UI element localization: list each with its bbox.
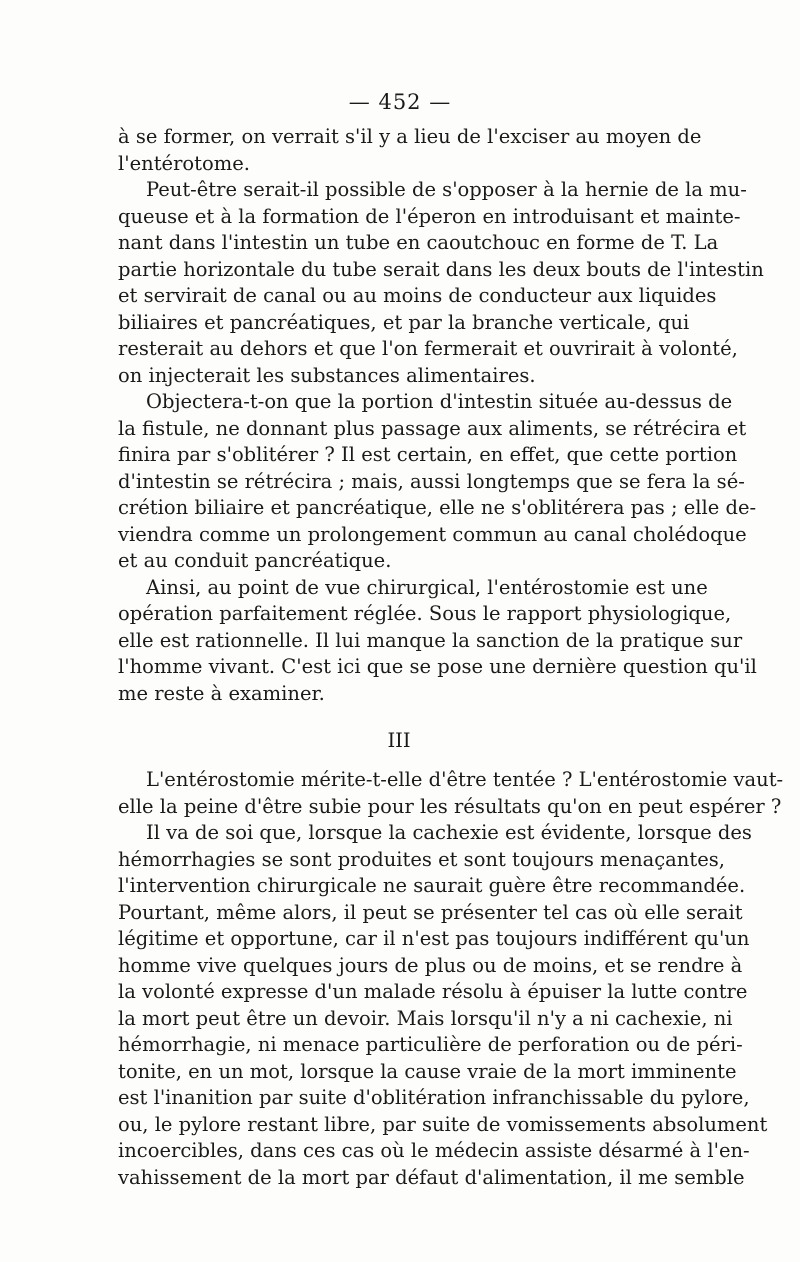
text-line: queuse et à la formation de l'éperon en introduisant et mainte- xyxy=(118,204,741,228)
text-line: Pourtant, même alors, il peut se présenter tel cas où elle serait xyxy=(118,900,743,924)
text-line: finira par s'oblitérer ? Il est certain, en effet, que cette portion xyxy=(118,443,738,466)
text-line: à se former, on verrait s'il y a lieu de l'exciser au moyen de xyxy=(118,125,702,148)
text-line: et au conduit pancréatique. xyxy=(118,549,392,572)
text-line: opération parfaitement réglée. Sous le rapport physiologique, xyxy=(118,602,732,625)
text-line: Il va de soi que, lorsque la cachexie est évidente, lorsque des xyxy=(146,821,752,844)
text-line: partie horizontale du tube serait dans les deux bouts de l'intestin xyxy=(118,257,764,281)
text-line: l'homme vivant. C'est ici que se pose une dernière question qu'il xyxy=(118,655,757,678)
text-line: vahissement de la mort par défaut d'alimentation, il me semble xyxy=(118,1165,745,1189)
text-line: d'intestin se rétrécira ; mais, aussi longtemps que se fera la sé- xyxy=(118,469,745,493)
page-number: — 452 — xyxy=(348,90,452,114)
text-line: l'intervention chirurgicale ne saurait guère être recommandée. xyxy=(118,874,746,897)
text-line: Ainsi, au point de vue chirurgical, l'entérostomie est une xyxy=(146,575,708,599)
text-line: et servirait de canal ou au moins de conducteur aux liquides xyxy=(118,284,717,307)
text-line: elle est rationnelle. Il lui manque la sanction de la pratique sur xyxy=(118,628,743,652)
text-line: la volonté expresse d'un malade résolu à épuiser la lutte contre xyxy=(118,980,748,1003)
text-line: l'entérotome. xyxy=(118,151,250,175)
text-line: hémorrhagies se sont produites et sont toujours menaçantes, xyxy=(118,847,725,871)
text-line: L'entérostomie mérite-t-elle d'être tentée ? L'entérostomie vaut- xyxy=(146,768,784,791)
text-line: Objectera-t-on que la portion d'intestin située au-dessus de xyxy=(146,390,733,413)
text-line: viendra comme un prolongement commun au canal cholédoque xyxy=(118,522,747,546)
text-line: est l'inanition par suite d'oblitération infranchissable du pylore, xyxy=(118,1086,750,1109)
text-line: légitime et opportune, car il n'est pas toujours indifférent qu'un xyxy=(118,927,750,950)
text-line: biliaires et pancréatiques, et par la branche verticale, qui xyxy=(118,310,690,334)
text-line: nant dans l'intestin un tube en caoutchouc en forme de T. La xyxy=(118,231,719,254)
text-line: incoercibles, dans ces cas où le médecin assiste désarmé à l'en- xyxy=(118,1139,750,1162)
text-line: on injecterait les substances alimentaires. xyxy=(118,363,536,387)
text-line: ou, le pylore restant libre, par suite de vomissements absolument xyxy=(118,1112,768,1136)
section-heading: III xyxy=(387,729,411,752)
text-line: tonite, en un mot, lorsque la cause vraie de la mort imminente xyxy=(118,1059,737,1083)
text-line: resterait au dehors et que l'on fermerait et ouvrirait à volonté, xyxy=(118,337,738,360)
text-line: la fistule, ne donnant plus passage aux aliments, se rétrécira et xyxy=(118,416,747,440)
text-line: Peut-être serait-il possible de s'opposer à la hernie de la mu- xyxy=(146,178,747,201)
text-line: crétion biliaire et pancréatique, elle ne s'oblitérera pas ; elle de- xyxy=(118,496,757,519)
text-line: homme vive quelques jours de plus ou de moins, et se rendre à xyxy=(118,953,743,977)
text-line: hémorrhagie, ni menace particulière de perforation ou de péri- xyxy=(118,1033,743,1056)
text-line: la mort peut être un devoir. Mais lorsqu'il n'y a ni cachexie, ni xyxy=(118,1006,733,1030)
text-line: me reste à examiner. xyxy=(118,681,325,705)
text-line: elle la peine d'être subie pour les résultats qu'on en peut espérer ? xyxy=(118,794,782,818)
body-text xyxy=(118,124,784,1191)
